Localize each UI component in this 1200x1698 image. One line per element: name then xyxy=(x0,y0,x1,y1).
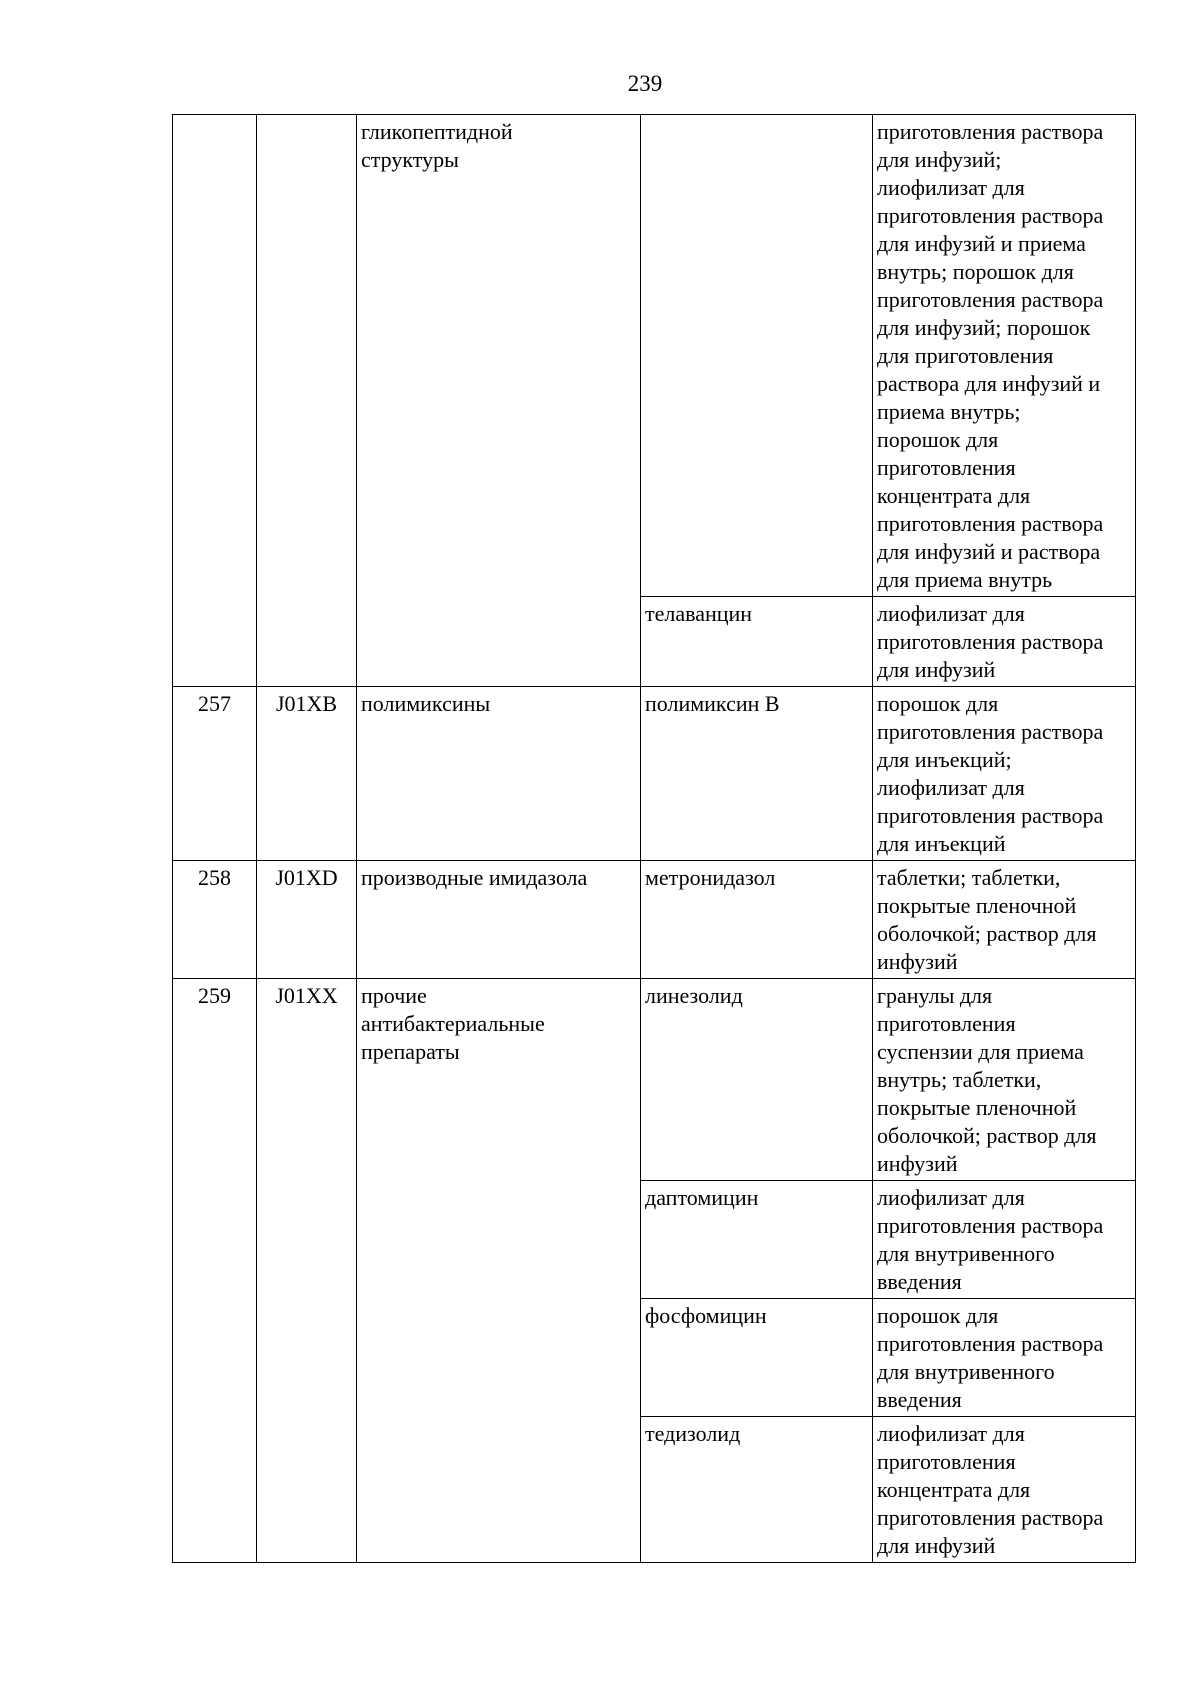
drug-name: тедизолид xyxy=(645,1421,741,1446)
drug-name-cell xyxy=(641,1181,873,1299)
atc-code-cell xyxy=(257,115,357,687)
row-number: 257 xyxy=(198,691,231,716)
drug-name-cell xyxy=(641,1299,873,1417)
group-cell xyxy=(357,979,641,1563)
drug-name: телаванцин xyxy=(645,601,753,626)
table-row xyxy=(173,687,1136,861)
drug-name: даптомицин xyxy=(645,1185,759,1210)
drug-name: полимиксин B xyxy=(645,691,780,716)
page-number: 239 xyxy=(627,71,663,96)
dosage-forms: порошок для приготовления раствора для внутривенного введения xyxy=(877,1303,1104,1412)
group-cell xyxy=(357,687,641,861)
row-number: 259 xyxy=(198,983,231,1008)
dosage-forms: порошок для приготовления раствора для инъекций; лиофилизат для приготовления раствора для инъекций xyxy=(877,691,1104,856)
dosage-forms-cell xyxy=(873,861,1136,979)
dosage-forms-cell xyxy=(873,597,1136,687)
drug-name-cell xyxy=(641,597,873,687)
row-number-cell xyxy=(173,861,257,979)
atc-code: J01XD xyxy=(275,865,338,890)
dosage-forms-cell xyxy=(873,687,1136,861)
group-name: производные имидазола xyxy=(361,865,588,890)
dosage-forms: лиофилизат для приготовления раствора для внутривенного введения xyxy=(877,1185,1104,1294)
row-number-cell xyxy=(173,115,257,687)
drug-name: линезолид xyxy=(645,983,743,1008)
dosage-forms-cell xyxy=(873,1417,1136,1563)
group-name: полимиксины xyxy=(361,691,491,716)
table-row xyxy=(173,115,1136,597)
drug-name: фосфомицин xyxy=(645,1303,767,1328)
drug-name: метронидазол xyxy=(645,865,776,890)
group-name: гликопептидной структуры xyxy=(361,119,513,172)
dosage-forms: приготовления раствора для инфузий; лиофилизат для приготовления раствора для инфузий и приема внутрь; порошок для приготовления раствора для инфузий; порошок для приготовления раствора для инфузий и приема внутрь; порошок для приготовления концентрата для приготовления раствора для инфузий и раствора для приема внутрь xyxy=(877,119,1104,592)
group-cell xyxy=(357,115,641,687)
atc-code: J01XX xyxy=(275,983,338,1008)
row-number-cell xyxy=(173,687,257,861)
dosage-forms-cell xyxy=(873,115,1136,597)
atc-code-cell xyxy=(257,861,357,979)
dosage-forms: лиофилизат для приготовления концентрата для приготовления раствора для инфузий xyxy=(877,1421,1104,1558)
dosage-forms: гранулы для приготовления суспензии для приема внутрь; таблетки, покрытые пленочной оболочкой; раствор для инфузий xyxy=(877,983,1097,1176)
dosage-forms-cell xyxy=(873,979,1136,1181)
dosage-forms: таблетки; таблетки, покрытые пленочной оболочкой; раствор для инфузий xyxy=(877,865,1097,974)
table-row xyxy=(173,979,1136,1181)
group-name: прочие антибактериальные препараты xyxy=(361,983,545,1064)
group-cell xyxy=(357,861,641,979)
dosage-forms: лиофилизат для приготовления раствора для инфузий xyxy=(877,601,1104,682)
drug-name-cell xyxy=(641,979,873,1181)
dosage-forms-cell xyxy=(873,1181,1136,1299)
drug-name-cell xyxy=(641,861,873,979)
table-row xyxy=(173,861,1136,979)
atc-code: J01XB xyxy=(275,691,338,716)
drug-name-cell xyxy=(641,1417,873,1563)
dosage-forms-cell xyxy=(873,1299,1136,1417)
row-number-cell xyxy=(173,979,257,1563)
drug-name-cell xyxy=(641,687,873,861)
atc-code-cell xyxy=(257,979,357,1563)
medication-table xyxy=(172,114,1136,1563)
row-number: 258 xyxy=(198,865,231,890)
atc-code-cell xyxy=(257,687,357,861)
drug-name-cell xyxy=(641,115,873,597)
